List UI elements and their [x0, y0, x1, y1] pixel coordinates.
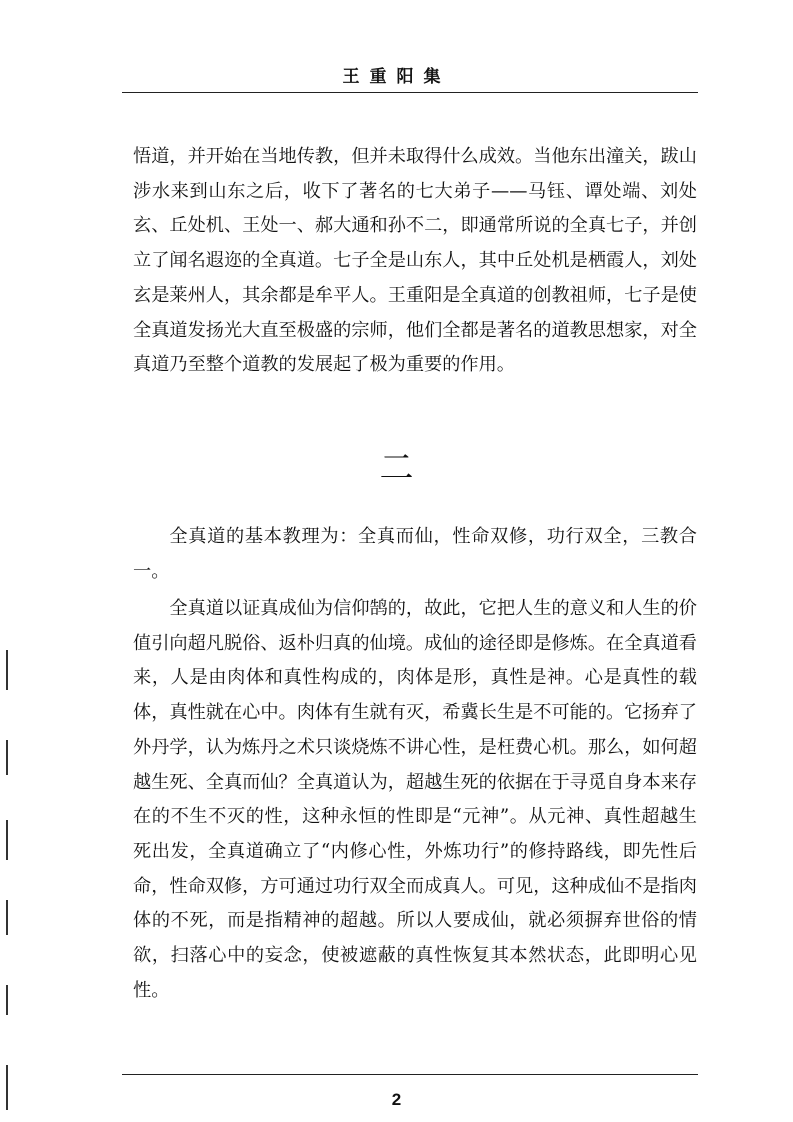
running-header-title: 王重阳集 — [342, 67, 451, 87]
scan-margin-mark — [6, 900, 8, 935]
page-number: 2 — [391, 1090, 402, 1109]
scan-margin-mark — [6, 650, 8, 690]
scan-margin-mark — [6, 820, 8, 860]
scan-margin-mark — [6, 740, 8, 775]
header-rule — [122, 92, 698, 93]
body-paragraph-2: 全真道的基本教理为：全真而仙，性命双修，功行双全，三教合一。 — [133, 526, 697, 582]
scan-margin-mark — [6, 985, 8, 1015]
scan-margin-mark — [6, 1065, 8, 1110]
section-number: 二 — [379, 448, 414, 488]
footer-rule — [122, 1074, 698, 1075]
body-paragraph-3: 全真道以证真成仙为信仰鹄的，故此，它把人生的意义和人生的价值引向超凡脱俗、返朴归真的仙境。成仙的途径即是修炼。在全真道看来，人是由肉体和真性构成的，肉体是形，真性是神。心是真性的载体，真性就在心中。肉体有生就有灭，希冀长生是不可能的。它扬弃了外丹学，认为炼丹之术只谈烧炼不讲心性，是枉费心机。那么，如何超越生死、全真而仙？全真道认为，超越生死的依据在于寻觅自身本来存在的不生不灭的性，这种永恒的性即是“元神”。从元神、真性超越生死出发，全真道确立了“内修心性，外炼功行”的修持路线，即先性后命，性命双修，方可通过功行双全而成真人。可见，这种成仙不是指肉体的不死，而是指精神的超越。所以人要成仙，就必须摒弃世俗的情欲，扫落心中的妄念，使被遮蔽的真性恢复其本然状态，此即明心见性。 — [133, 598, 697, 1001]
body-paragraph-1: 悟道，并开始在当地传教，但并未取得什么成效。当他东出潼关，跋山涉水来到山东之后，收下了著名的七大弟子——马钰、谭处端、刘处玄、丘处机、王处一、郝大通和孙不二，即通常所说的全真七子，并创立了闻名遐迩的全真道。七子全是山东人，其中丘处机是栖霞人，刘处玄是莱州人，其余都是牟平人。王重阳是全真道的创教祖师，七子是使全真道发扬光大直至极盛的宗师，他们全都是著名的道教思想家，对全真道乃至整个道教的发展起了极为重要的作用。 — [133, 146, 697, 376]
